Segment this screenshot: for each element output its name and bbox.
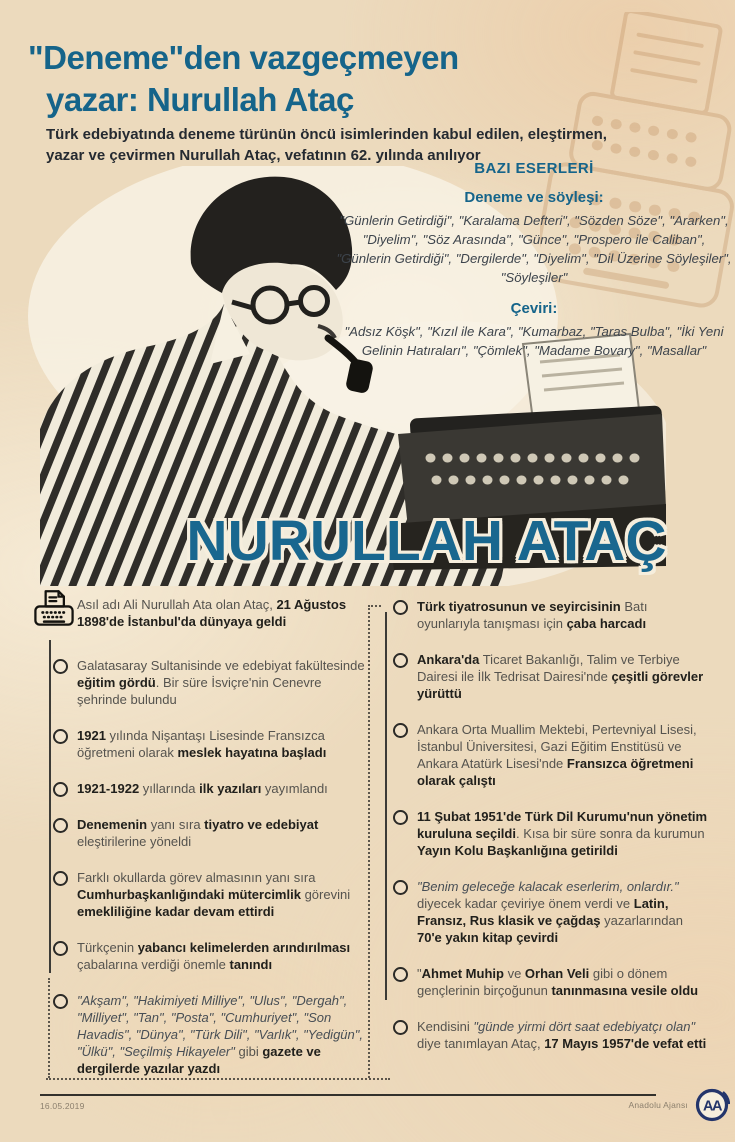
- big-name-title: NURULLAH ATAÇ: [186, 509, 667, 573]
- circle-bullet-icon: [392, 721, 417, 738]
- footer-divider: [40, 1094, 656, 1096]
- circle-bullet-icon: [392, 651, 417, 668]
- timeline-item-text: 1921-1922 yıllarında ilk yazıları yayımlandı: [77, 781, 328, 796]
- circle-bullet-icon: [392, 965, 417, 982]
- circle-bullet-icon: [36, 869, 77, 886]
- works-section-label-deneme: Deneme ve söyleşi:: [464, 189, 604, 206]
- circle-bullet-icon: [392, 1018, 417, 1035]
- timeline-item: [392, 808, 708, 859]
- timeline-item: [392, 721, 708, 789]
- timeline-item-text: "Benim geleceğe kalacak eserlerim, onlardır." diyecek kadar çeviriye önem verdi ve Latin, Fransız, Rus klasik ve çağdaş yazarlarından 70'e yakın kitap çevirdi: [417, 879, 683, 945]
- page-title-line2: yazar: Nurullah Ataç: [46, 81, 354, 118]
- aa-logo: [694, 1087, 730, 1128]
- circle-bullet-icon: [36, 780, 77, 797]
- works-section-items-ceviri: "Adsız Köşk", "Kızıl ile Kara", "Kumarbaz, "Taras Bulba", "İki Yeni Gelinin Hatıraları", "Çömlek", "Madame Bovary", "Masallar": [344, 323, 724, 358]
- timeline-item-text: Farklı okullarda görev almasının yanı sıra Cumhurbaşkanlığındaki mütercimlik görevini emekliliğine kadar devam ettirdi: [77, 870, 351, 919]
- timeline-item: [36, 657, 368, 708]
- timeline-item-text: Denemenin yanı sıra tiyatro ve edebiyat eleştirilerine yöneldi: [77, 817, 319, 849]
- works-heading: BAZI ESERLERİ: [474, 160, 594, 177]
- timeline-item: [392, 878, 708, 946]
- dotted-line-divider: [368, 605, 370, 1078]
- timeline-item-text: Türk tiyatrosunun ve seyircisinin Batı oyunlarıyla tanışması için çaba harcadı: [417, 599, 648, 631]
- circle-bullet-icon: [392, 808, 417, 825]
- timeline-item: [36, 780, 368, 797]
- timeline-item-text: Ankara'da Ticaret Bakanlığı, Talim ve Terbiye Dairesi ile İlk Tedrisat Dairesi'nde çeşitli görevler yürüttü: [417, 652, 704, 701]
- footer-agency-name: Anadolu Ajansı: [628, 1100, 688, 1110]
- works-section-items-deneme: "Günlerin Getirdiği", "Karalama Defteri", "Sözden Söze", "Ararken", "Diyelim", "Söz Arasında", "Günce", "Prospero ile Caliban", "Günlerin Getirdiği", "Dergilerde", "Diyelim", "Dil Üzerine Söyleşiler", "Söyleşiler": [336, 213, 732, 286]
- circle-bullet-icon: [36, 992, 77, 1009]
- dotted-line-bottom: [46, 1078, 390, 1080]
- timeline-item: [36, 727, 368, 761]
- footer-date: 16.05.2019: [40, 1101, 85, 1111]
- timeline-column-left: [36, 596, 368, 1077]
- timeline-item-text: Kendisini "günde yirmi dört saat edebiyatçı olan" diye tanımlayan Ataç, 17 Mayıs 1957'de vefat etti: [417, 1019, 707, 1051]
- timeline-item-text: "Ahmet Muhip ve Orhan Veli gibi o dönem gençlerinin birçoğunun tanınmasına vesile oldu: [417, 966, 699, 998]
- timeline-item-text: "Akşam", "Hakimiyeti Milliye", "Ulus", "Dergah", "Milliyet", "Tan", "Posta", "Cumhuriyet", "Son Havadis", "Dünya", "Türk Dili", "Varlık", "Yedigün", "Ülkü", "Seçilmiş Hikayeler" gibi gazete ve dergilerde yazılar yazdı: [77, 993, 363, 1076]
- timeline-item-text: 11 Şubat 1951'de Türk Dil Kurumu'nun yönetim kuruluna seçildi. Kısa bir süre sonra da kurumun Yayın Kolu Başkanlığına getirildi: [417, 809, 708, 858]
- circle-bullet-icon: [36, 939, 77, 956]
- circle-bullet-icon: [36, 727, 77, 744]
- circle-bullet-icon: [392, 878, 417, 895]
- timeline-section: [0, 588, 735, 1086]
- timeline-item: [392, 1018, 708, 1052]
- circle-bullet-icon: [36, 816, 77, 833]
- typewriter-icon: [36, 596, 77, 638]
- timeline-line-right: [385, 612, 387, 1000]
- timeline-item-text: Türkçenin yabancı kelimelerden arındırılması çabalarına verdiği önemle tanındı: [77, 940, 351, 972]
- timeline-item-text: Asıl adı Ali Nurullah Ata olan Ataç, 21 Ağustos 1898'de İstanbul'da dünyaya geldi: [77, 597, 347, 629]
- subtitle-line2: yazar ve çevirmen Nurullah Ataç, vefatının 62. yılında anılıyor: [46, 147, 481, 164]
- timeline-item: [36, 869, 368, 920]
- works-section-label-ceviri: Çeviri:: [510, 299, 558, 317]
- timeline-item: [392, 965, 708, 999]
- timeline-item-text: Ankara Orta Muallim Mektebi, Pertevniyal Lisesi, İstanbul Üniversitesi, Gazi Eğitim Enstitüsü ve Ankara Atatürk Lisesi'nde Fransızca öğretmeni olarak çalıştı: [417, 722, 697, 788]
- timeline-item: [36, 596, 368, 638]
- circle-bullet-icon: [36, 657, 77, 674]
- page-title-line1: "Deneme"den vazgeçmeyen: [28, 39, 459, 76]
- timeline-item: [36, 939, 368, 973]
- subtitle-line1: Türk edebiyatında deneme türünün öncü isimlerinden kabul edilen, eleştirmen,: [46, 126, 607, 143]
- works-panel: [336, 160, 732, 360]
- timeline-item: [392, 598, 708, 632]
- dotted-line-hook: [368, 605, 381, 607]
- timeline-item-text: 1921 yılında Nişantaşı Lisesinde Fransızca öğretmeni olarak meslek hayatına başladı: [77, 728, 327, 760]
- timeline-item: [392, 651, 708, 702]
- timeline-item: [36, 816, 368, 850]
- circle-bullet-icon: [392, 598, 417, 615]
- svg-text:AA: AA: [703, 1098, 721, 1115]
- timeline-column-right: [392, 598, 708, 1052]
- timeline-item: [36, 992, 368, 1077]
- timeline-item-text: Galatasaray Sultanisinde ve edebiyat fakültesinde eğitim gördü. Bir süre İsviçre'nin Cenevre şehrinde bulundu: [77, 658, 365, 707]
